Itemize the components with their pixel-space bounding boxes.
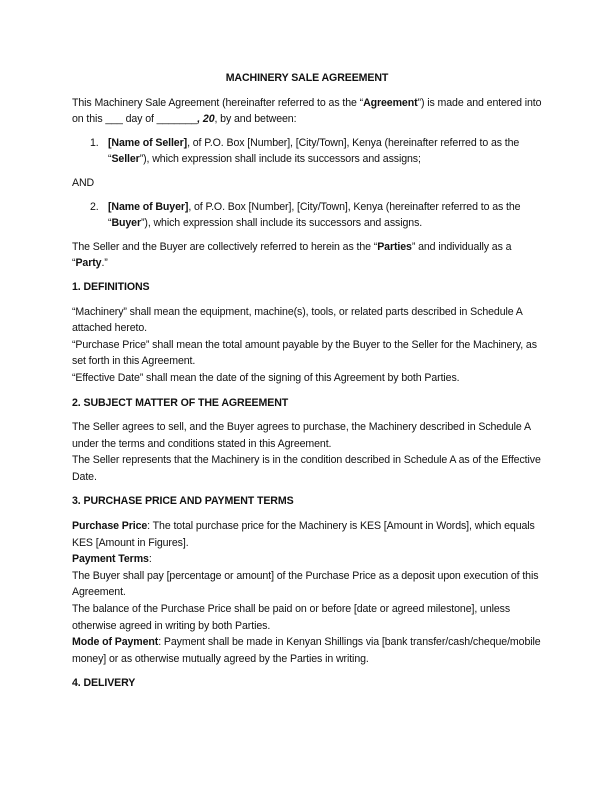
buyer-party-text <box>108 199 542 232</box>
intro-agreement-term: Agreement <box>363 96 418 109</box>
payment-terms-deposit: The Buyer shall pay [percentage or amount] of the Purchase Price as a deposit upon execution of this Agreement. <box>72 569 539 599</box>
parties-term: Parties <box>377 240 412 253</box>
purchase-price-block <box>72 518 542 667</box>
buyer-party-text-1: , of P.O. Box [Number], [City/Town], Kenya (hereinafter referred to as the “ <box>108 200 521 230</box>
list-number: 2. <box>90 200 99 213</box>
seller-party-item <box>72 135 542 168</box>
buyer-party-item <box>72 199 542 232</box>
purchase-price-label: Purchase Price <box>72 520 148 533</box>
section-heading-delivery: 4. DELIVERY <box>72 677 136 690</box>
purchase-price-paragraph <box>72 518 542 551</box>
payment-terms-colon: : <box>148 553 152 566</box>
intro-text-2: ”) is made and entered into on this ___ day of _______ <box>72 96 542 126</box>
definition-purchase-price: “Purchase Price” shall mean the total amount payable by the Buyer to the Seller for the Machinery, as set forth in this Agreement. <box>72 338 537 368</box>
list-number: 1. <box>90 136 99 149</box>
parties-text-2: ” and individually as a “ <box>72 240 512 270</box>
party-term: Party <box>75 257 102 270</box>
seller-name-placeholder: [Name of Seller] <box>108 136 188 149</box>
payment-terms-label: Payment Terms <box>72 553 149 566</box>
definition-effective-date: “Effective Date” shall mean the date of the signing of this Agreement by both Parties. <box>72 371 460 384</box>
payment-terms-balance: The balance of the Purchase Price shall be paid on or before [date or agreed milestone], unless otherwise agreed in writing by both Parties. <box>72 603 511 632</box>
intro-year: , 20 <box>197 113 215 126</box>
mode-of-payment-label: Mode of Payment <box>72 636 159 649</box>
purchase-price-text: : The total purchase price for the Machinery is KES [Amount in Words], which equals KES [Amount in Figures]. <box>72 520 535 549</box>
definition-machinery: “Machinery” shall mean the equipment, machine(s), tools, or related parts described in Schedule A attached hereto. <box>72 305 523 335</box>
seller-party-text-2: ”), which expression shall include its successors and assigns; <box>139 153 421 166</box>
subject-matter-block <box>72 419 542 485</box>
mode-of-payment-paragraph <box>72 634 542 667</box>
buyer-party-text-2: ”), which expression shall include its successors and assigns. <box>140 217 423 230</box>
subject-matter-paragraph-2: The Seller represents that the Machinery is in the condition described in Schedule A as of the Effective Date. <box>72 454 541 483</box>
intro-paragraph <box>72 95 542 128</box>
document-title: MACHINERY SALE AGREEMENT <box>225 72 389 84</box>
section-heading-purchase-price: 3. PURCHASE PRICE AND PAYMENT TERMS <box>72 495 294 508</box>
intro-text-1: This Machinery Sale Agreement (hereinafter referred to as the “ <box>72 96 364 109</box>
definitions-block <box>72 304 542 387</box>
subject-matter-paragraph-1: The Seller agrees to sell, and the Buyer agrees to purchase, the Machinery described in Schedule A under the terms and conditions stated in this Agreement. <box>72 421 531 450</box>
seller-party-text-1: , of P.O. Box [Number], [City/Town], Kenya (hereinafter referred to as the “ <box>108 136 520 166</box>
seller-term: Seller <box>111 153 140 166</box>
parties-text-1: The Seller and the Buyer are collectively referred to herein as the “ <box>72 240 378 253</box>
mode-of-payment-text: : Payment shall be made in Kenyan Shillings via [bank transfer/cash/cheque/mobile money] or as otherwise mutually agreed by the Parties in writing. <box>72 636 541 665</box>
seller-party-text <box>108 135 542 168</box>
document-body <box>72 70 542 700</box>
payment-terms-line <box>72 551 542 568</box>
section-heading-definitions: 1. DEFINITIONS <box>72 280 150 293</box>
parties-paragraph <box>72 239 542 272</box>
buyer-term: Buyer <box>111 217 141 230</box>
and-separator: AND <box>72 176 95 189</box>
parties-text-3: .” <box>101 257 108 270</box>
section-heading-subject-matter: 2. SUBJECT MATTER OF THE AGREEMENT <box>72 396 289 409</box>
buyer-name-placeholder: [Name of Buyer] <box>108 200 189 213</box>
intro-text-3: , by and between: <box>214 113 297 126</box>
